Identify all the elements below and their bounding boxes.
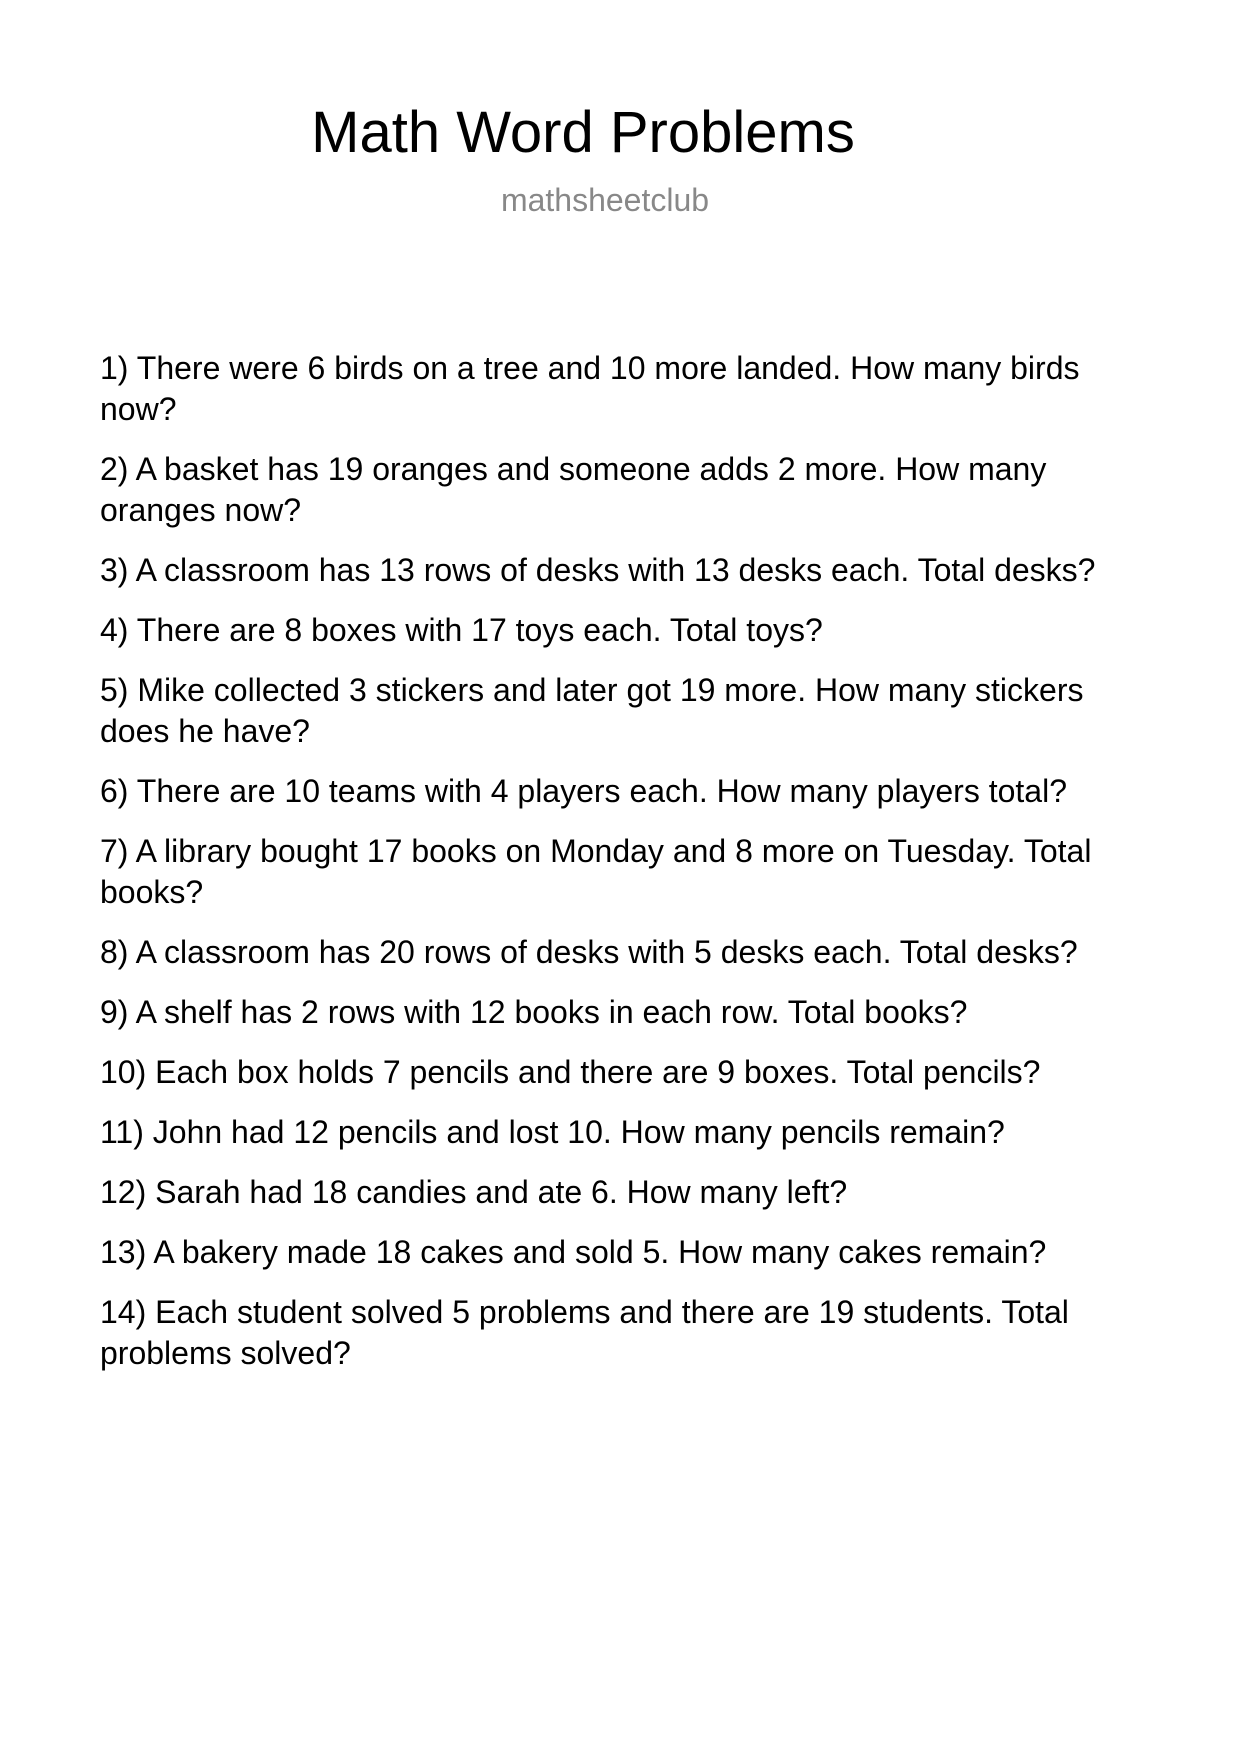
problem-item: 6) There are 10 teams with 4 players each. How many players total? bbox=[100, 773, 1067, 809]
problem-item: 9) A shelf has 2 rows with 12 books in each row. Total books? bbox=[100, 994, 968, 1030]
problem-item: 13) A bakery made 18 cakes and sold 5. How many cakes remain? bbox=[100, 1234, 1047, 1270]
problem-item: 5) Mike collected 3 stickers and later got 19 more. How many stickers does he have? bbox=[100, 672, 1084, 749]
problem-item: 14) Each student solved 5 problems and there are 19 students. Total problems solved? bbox=[100, 1294, 1069, 1371]
problem-item: 8) A classroom has 20 rows of desks with 5 desks each. Total desks? bbox=[100, 934, 1078, 970]
problem-item: 7) A library bought 17 books on Monday and 8 more on Tuesday. Total books? bbox=[100, 833, 1092, 910]
page-title: Math Word Problems bbox=[311, 100, 855, 165]
problem-item: 2) A basket has 19 oranges and someone adds 2 more. How many oranges now? bbox=[100, 451, 1047, 528]
page-subtitle: mathsheetclub bbox=[500, 182, 710, 218]
problem-item: 12) Sarah had 18 candies and ate 6. How many left? bbox=[100, 1174, 848, 1210]
problem-list bbox=[100, 348, 1150, 1393]
problem-item: 10) Each box holds 7 pencils and there are 9 boxes. Total pencils? bbox=[100, 1054, 1041, 1090]
problem-item: 4) There are 8 boxes with 17 toys each. Total toys? bbox=[100, 612, 823, 648]
problem-item: 11) John had 12 pencils and lost 10. How many pencils remain? bbox=[100, 1114, 1005, 1150]
problem-item: 1) There were 6 birds on a tree and 10 more landed. How many birds now? bbox=[100, 350, 1080, 427]
problem-item: 3) A classroom has 13 rows of desks with 13 desks each. Total desks? bbox=[100, 552, 1096, 588]
